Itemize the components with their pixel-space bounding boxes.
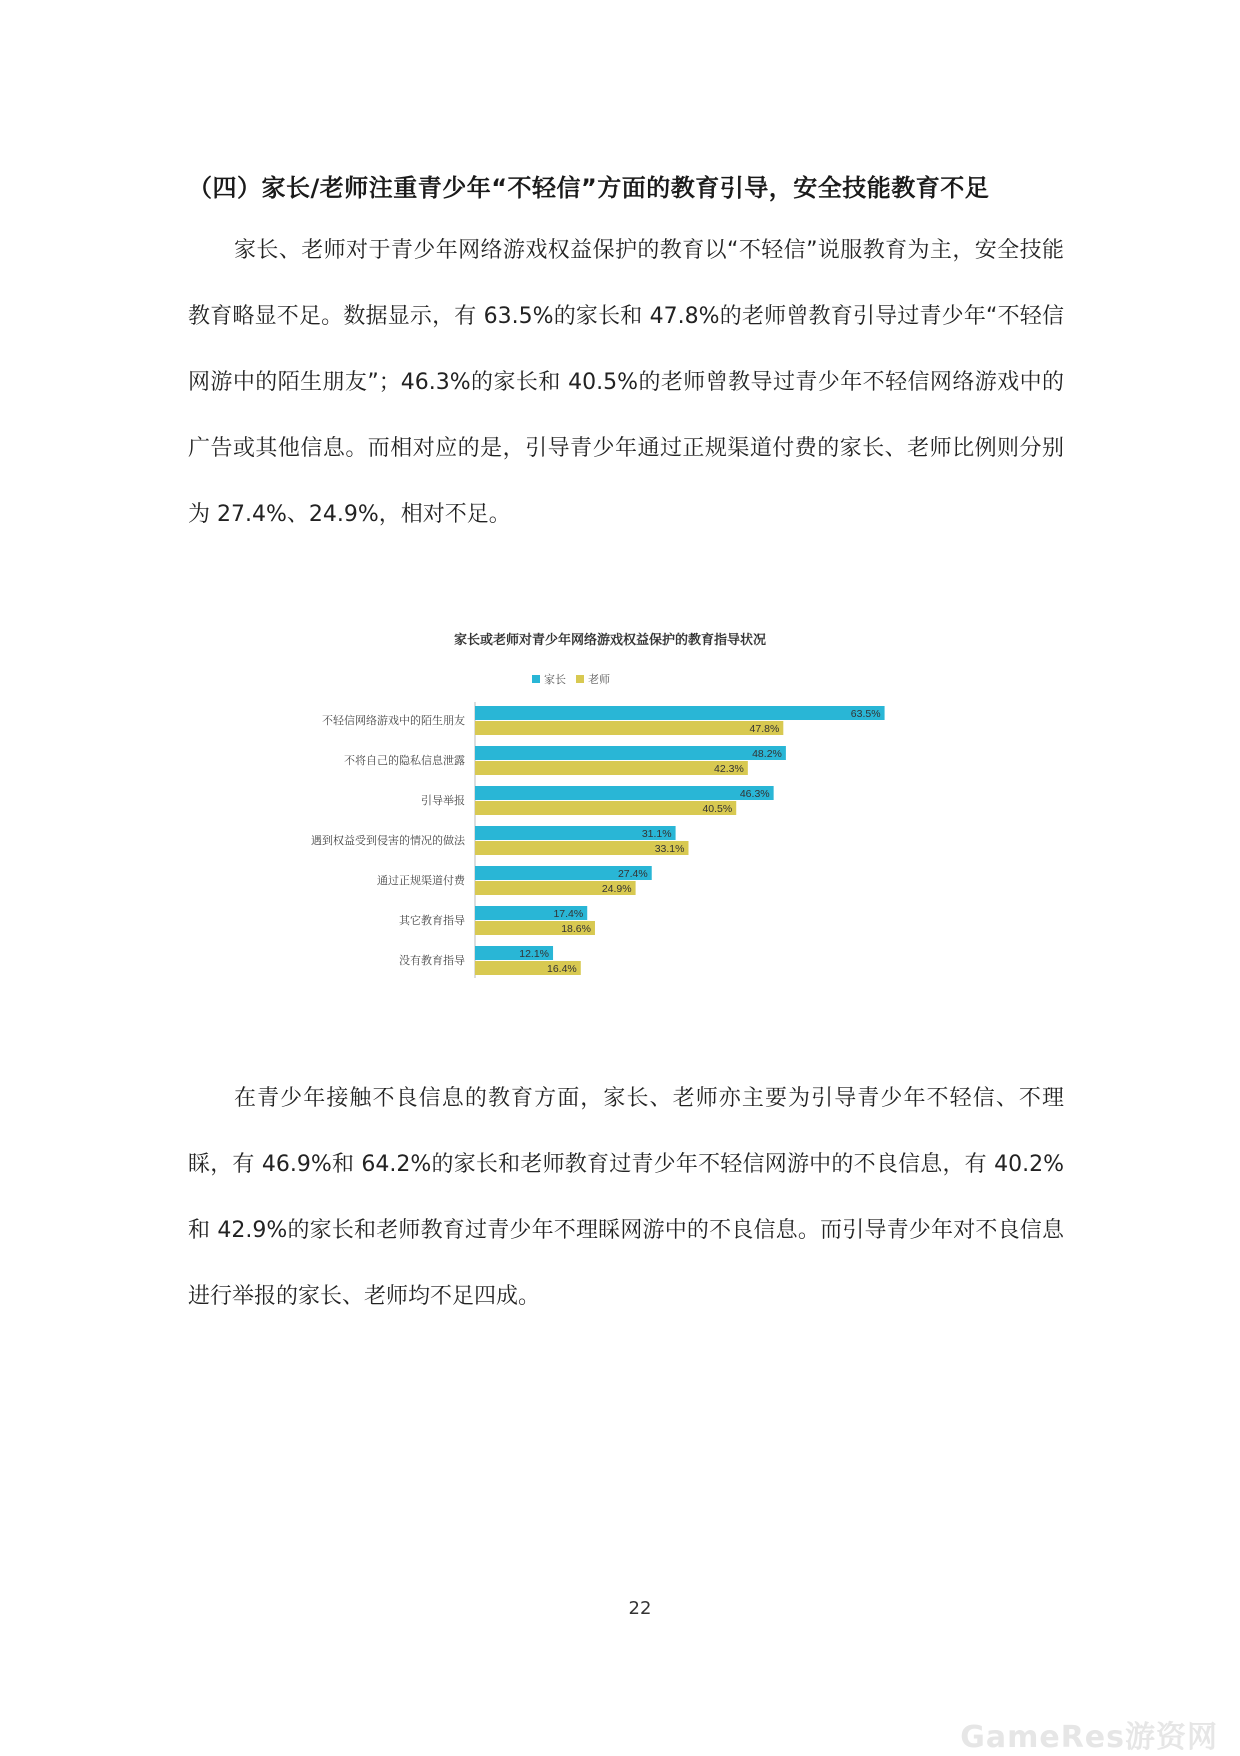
legend-label-parents: 家长	[544, 674, 566, 686]
bar-value-label: 16.4%	[546, 963, 577, 975]
bar-parents	[475, 786, 774, 800]
legend-swatch-teachers	[576, 675, 584, 683]
bar-chart	[260, 620, 980, 1020]
bar-parents	[475, 746, 786, 760]
category-label: 通过正规渠道付费	[377, 875, 465, 887]
category-label: 不轻信网络游戏中的陌生朋友	[322, 715, 465, 727]
chart-title: 家长或老师对青少年网络游戏权益保护的教育指导状况	[453, 632, 767, 647]
body-paragraph-2	[188, 1066, 1064, 1330]
bar-value-label: 42.3%	[714, 763, 744, 775]
bar-teachers	[475, 801, 736, 815]
bar-value-label: 17.4%	[553, 908, 584, 920]
page-number: 22	[628, 1598, 652, 1619]
bar-value-label: 40.5%	[702, 803, 733, 815]
chart-legend	[532, 672, 610, 686]
category-label: 没有教育指导	[399, 955, 465, 967]
bar-parents	[475, 706, 885, 720]
paragraph-text: 在青少年接触不良信息的教育方面，家长、老师亦主要为引导青少年不轻信、不理睬，有 46.9%和 64.2%的家长和老师教育过青少年不轻信网游中的不良信息，有 40.2%和 42.9%的家长和老师教育过青少年不理睬网游中的不良信息。而引导青少年对不良信息进行举报的家长、老师均不足四成。	[188, 1086, 1064, 1309]
bar-value-label: 12.1%	[519, 948, 550, 960]
legend-label-teachers: 老师	[588, 674, 610, 686]
bar-teachers	[475, 761, 748, 775]
bar-value-label: 47.8%	[749, 723, 780, 735]
category-label: 遇到权益受到侵害的情况的做法	[311, 835, 465, 847]
bar-value-label: 48.2%	[752, 748, 782, 760]
legend-swatch-parents	[532, 675, 540, 683]
paragraph-text: 家长、老师对于青少年网络游戏权益保护的教育以“不轻信”说服教育为主，安全技能教育略显不足。数据显示，有 63.5%的家长和 47.8%的老师曾教育引导过青少年“不轻信网游中的陌生朋友”；46.3%的家长和 40.5%的老师曾教导过青少年不轻信网络游戏中的广告或其他信息。而相对应的是，引导青少年通过正规渠道付费的家长、老师比例则分别为 27.4%、24.9%，相对不足。	[188, 238, 1064, 527]
bar-value-label: 46.3%	[739, 788, 770, 800]
category-label: 不将自己的隐私信息泄露	[344, 755, 465, 767]
chart-bars	[311, 702, 885, 978]
bar-value-label: 27.4%	[617, 868, 648, 880]
chart-svg	[260, 620, 980, 1020]
watermark: GameRes游资网	[960, 1720, 1218, 1755]
bar-value-label: 63.5%	[850, 708, 881, 720]
category-label: 引导举报	[421, 795, 465, 807]
bar-teachers	[475, 721, 783, 735]
category-label: 其它教育指导	[399, 915, 465, 927]
bar-value-label: 33.1%	[654, 843, 685, 855]
body-paragraph-1	[188, 218, 1064, 548]
section-heading: （四）家长/老师注重青少年“不轻信”方面的教育引导，安全技能教育不足	[188, 174, 990, 202]
bar-value-label: 31.1%	[641, 828, 672, 840]
bar-value-label: 24.9%	[601, 883, 632, 895]
bar-value-label: 18.6%	[561, 923, 591, 935]
